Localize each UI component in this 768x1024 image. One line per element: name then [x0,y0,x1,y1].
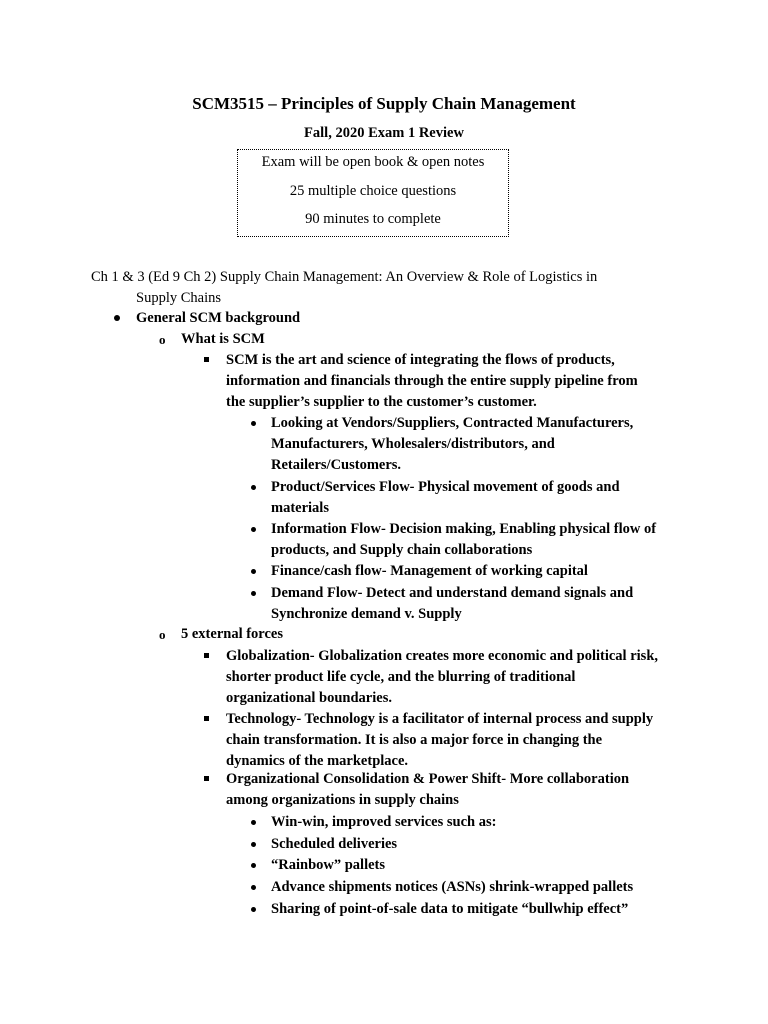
document-subtitle: Fall, 2020 Exam 1 Review [304,125,464,141]
scm-definition-line1: SCM is the art and science of integrating the flows of products, [226,352,615,368]
item-scheduled-deliveries: Scheduled deliveries [271,836,398,852]
item-win-win: Win-win, improved services such as: [271,814,497,830]
bullet-dot-icon [251,863,256,868]
item-info-flow-line1: Information Flow- Decision making, Enabling physical flow of [271,521,657,537]
bullet-dot-icon [251,569,256,574]
item-product-flow-line2: materials [271,500,329,516]
bullet-o-icon: o [159,627,166,642]
item-rainbow-pallets: “Rainbow” pallets [271,857,386,873]
bullet-dot-icon [251,527,256,532]
bullet-dot-icon [114,315,120,321]
bullet-square-icon [204,776,209,781]
bullet-square-icon [204,357,209,362]
scm-definition-line3: the supplier’s supplier to the customer’s customer. [226,394,537,410]
item-demand-flow-line2: Synchronize demand v. Supply [271,606,462,622]
chapter-heading-line1: Ch 1 & 3 (Ed 9 Ch 2) Supply Chain Management: An Overview & Role of Logistics in [91,269,598,285]
bullet-dot-icon [251,885,256,890]
item-looking-line2: Manufacturers, Wholesalers/distributors, and [271,436,555,452]
scm-definition-line2: information and financials through the entire supply pipeline from [226,373,638,389]
item-looking-line3: Retailers/Customers. [271,457,402,473]
force-technology-line1: Technology- Technology is a facilitator of internal process and supply [226,711,654,727]
exam-note-questions: 25 multiple choice questions [289,183,457,199]
item-looking-line1: Looking at Vendors/Suppliers, Contracted Manufacturers, [271,415,634,431]
exam-note-duration: 90 minutes to complete [305,211,441,227]
bullet-dot-icon [251,907,256,912]
force-globalization-line3: organizational boundaries. [226,690,392,706]
bullet-square-icon [204,716,209,721]
bullet-dot-icon [251,485,256,490]
heading-what-is-scm: What is SCM [181,331,265,347]
item-product-flow-line1: Product/Services Flow- Physical movement of goods and [271,479,620,495]
force-globalization-line1: Globalization- Globalization creates more economic and political risk, [226,648,659,664]
bullet-square-icon [204,653,209,658]
bullet-dot-icon [251,842,256,847]
chapter-heading-line2: Supply Chains [136,290,221,306]
heading-external-forces: 5 external forces [181,626,283,642]
bullet-dot-icon [251,591,256,596]
section-general-scm: General SCM background [136,310,301,326]
item-pos-data-sharing: Sharing of point-of-sale data to mitigate “bullwhip effect” [271,901,629,917]
force-consolidation-line2: among organizations in supply chains [226,792,459,808]
exam-info-box [237,149,509,237]
bullet-dot-icon [251,820,256,825]
document-title: SCM3515 – Principles of Supply Chain Management [192,94,576,113]
force-technology-line2: chain transformation. It is also a major force in changing the [226,732,603,748]
bullet-o-icon: o [159,332,166,347]
item-finance-flow: Finance/cash flow- Management of working capital [271,563,588,579]
bullet-dot-icon [251,421,256,426]
item-demand-flow-line1: Demand Flow- Detect and understand demand signals and [271,585,634,601]
exam-note-open-book: Exam will be open book & open notes [261,154,485,170]
force-globalization-line2: shorter product life cycle, and the blurring of traditional [226,669,576,685]
item-info-flow-line2: products, and Supply chain collaborations [271,542,533,558]
item-asns: Advance shipments notices (ASNs) shrink-wrapped pallets [271,879,634,895]
force-technology-line3: dynamics of the marketplace. [226,753,409,769]
force-consolidation-line1: Organizational Consolidation & Power Shift- More collaboration [226,771,630,787]
